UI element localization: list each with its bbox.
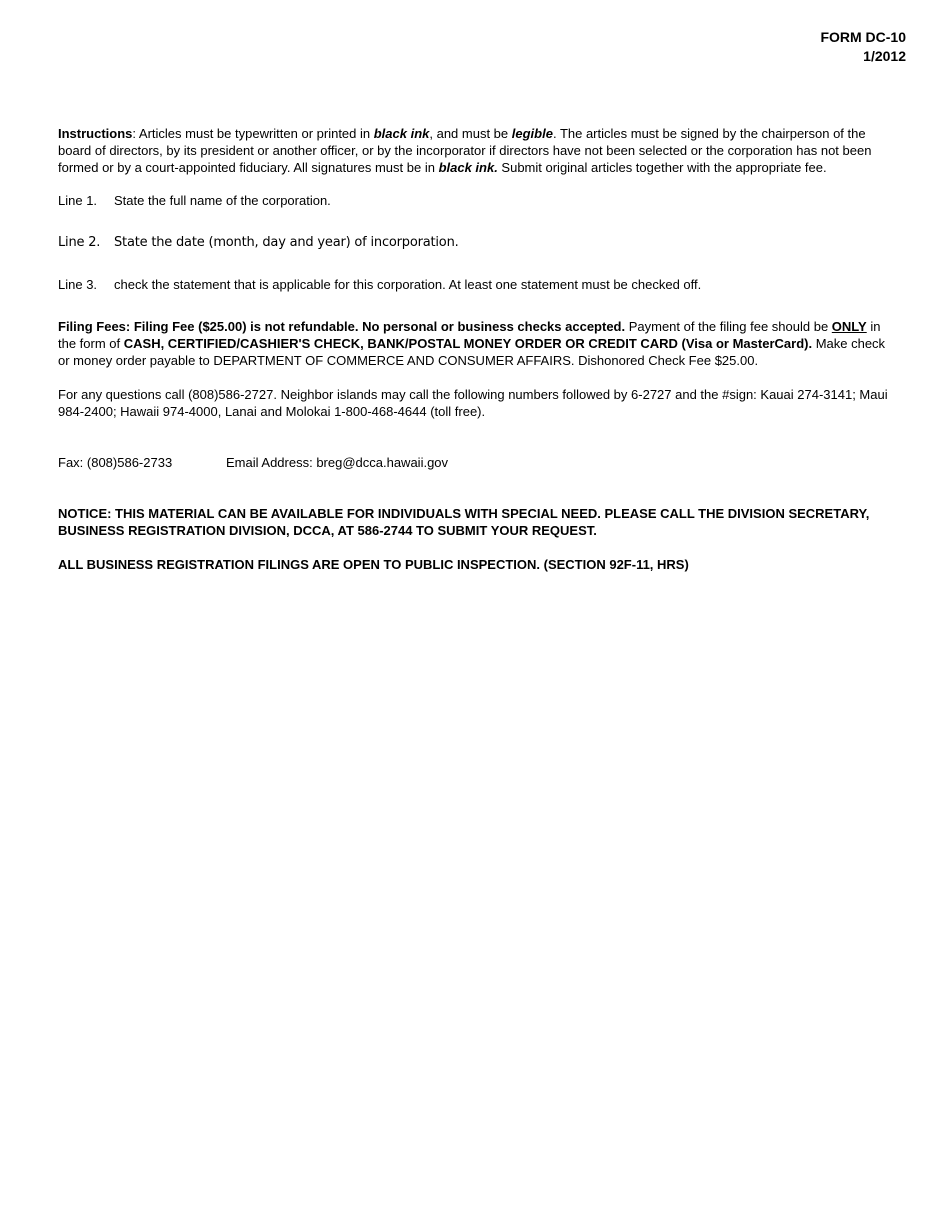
- special-need-notice: NOTICE: THIS MATERIAL CAN BE AVAILABLE FOR INDIVIDUALS WITH SPECIAL NEED. PLEASE CALL THE DIVISION SECRETARY, BUSINESS REGISTRATION DIVISION, DCCA, AT 586-2744 TO SUBMIT YOUR REQUEST.: [58, 506, 870, 538]
- fees-bold-text: Filing Fees: Filing Fee ($25.00) is not refundable. No personal or business checks accepted.: [58, 319, 626, 334]
- form-identifier: [820, 28, 906, 66]
- questions-paragraph: For any questions call (808)586-2727. Neighbor islands may call the following numbers followed by 6-2727 and the #sign: Kauai 274-3141; Maui 984-2400; Hawaii 974-4000, Lanai and Molokai 1-800-468-4644 (toll free).: [58, 387, 888, 419]
- instructions-text: Submit original articles together with the appropriate fee.: [497, 160, 827, 175]
- instructions-text: : Articles must be typewritten or printed in: [132, 126, 374, 141]
- fax-number: Fax: (808)586-2733: [58, 455, 173, 470]
- emphasis-legible: legible: [511, 126, 553, 141]
- contact-info: [58, 454, 893, 471]
- emphasis-black-ink: black ink: [373, 126, 430, 141]
- line-3-instruction: [58, 276, 893, 293]
- fees-payment-methods: CASH, CERTIFIED/CASHIER'S CHECK, BANK/POSTAL MONEY ORDER OR CREDIT CARD (Visa or MasterCard).: [123, 336, 813, 351]
- emphasis-black-ink: black ink.: [438, 160, 498, 175]
- instructions-paragraph: [58, 125, 893, 176]
- instructions-text: , and must be: [429, 126, 512, 141]
- line-1-instruction: [58, 192, 893, 209]
- fees-text: Payment of the filing fee should be: [625, 319, 832, 334]
- line-number: Line 2.: [58, 235, 101, 250]
- email-address: Email Address: breg@dcca.hawaii.gov: [226, 455, 449, 470]
- line-2-instruction: [58, 234, 893, 251]
- public-inspection-notice: ALL BUSINESS REGISTRATION FILINGS ARE OPEN TO PUBLIC INSPECTION. (SECTION 92F-11, HRS): [58, 557, 689, 572]
- line-number: Line 1.: [58, 193, 98, 208]
- instructions-text: . The articles must be signed by the chairperson of the board of directors, by its president or another officer, or by the incorporator if directors have not been selected or the corporation has not been formed or by a court-appointed fiduciary. All signatures must be in: [58, 126, 872, 175]
- line-number: Line 3.: [58, 277, 98, 292]
- line-text: check the statement that is applicable for this corporation. At least one statement must be checked off.: [114, 277, 702, 292]
- instructions-label: Instructions: [58, 126, 133, 141]
- line-text: State the date (month, day and year) of incorporation.: [114, 235, 459, 250]
- line-text: State the full name of the corporation.: [114, 193, 331, 208]
- fees-only-emphasis: ONLY: [831, 319, 867, 334]
- filing-fees-paragraph: [58, 318, 893, 369]
- form-date: 1/2012: [863, 48, 906, 64]
- document-body: [58, 125, 893, 573]
- form-number: FORM DC-10: [820, 29, 906, 45]
- fees-text: Make check or money order payable to DEPARTMENT OF COMMERCE AND CONSUMER AFFAIRS. Dishonored Check Fee $25.00.: [58, 336, 886, 368]
- fees-text: in the form of: [58, 319, 881, 351]
